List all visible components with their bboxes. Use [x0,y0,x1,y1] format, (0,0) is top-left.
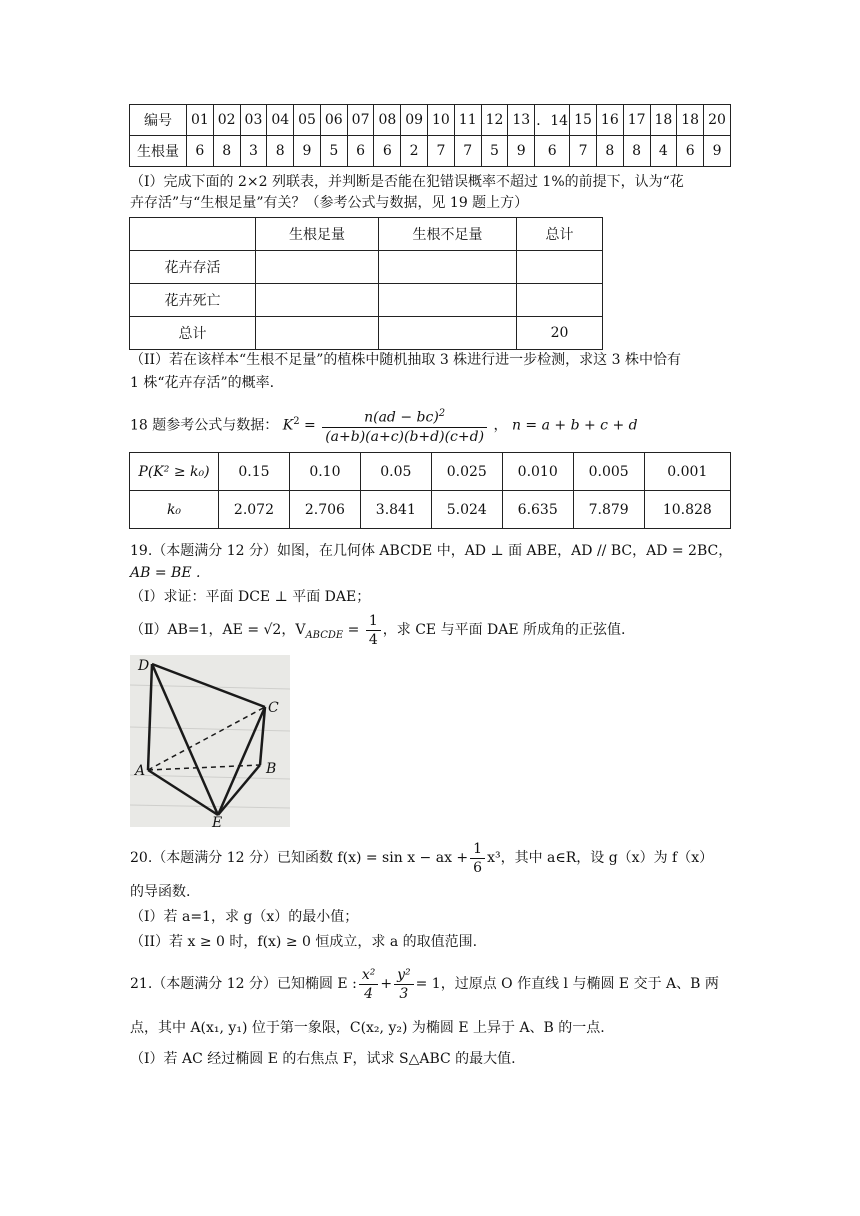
table-cell: 6 [677,136,704,167]
row-header: 花卉存活 [130,251,256,284]
table-cell: 15 [570,105,597,136]
table-cell: 7 [570,136,597,167]
table-cell: 08 [374,105,401,136]
table-cell: 11 [454,105,481,136]
q17-part2-line1: （II）若在该样本“生根不足量”的植株中随机抽取 3 株进行进一步检测，求这 3 株中恰有 [130,352,681,368]
table-cell [517,251,603,284]
table-cell: 0.15 [219,453,290,491]
table-cell: 13 [508,105,535,136]
table-row [130,251,603,284]
table-row [130,218,603,251]
table-cell: 8 [213,136,240,167]
table-cell: 6 [187,136,214,167]
vertex-label-b: B [266,761,277,777]
row-header: 生根量 [130,136,187,167]
vertex-label-a: A [135,763,146,779]
q20-line2: 的导函数. [130,884,191,900]
table-cell: 3.841 [360,491,431,529]
table-cell: 5 [481,136,508,167]
table-row [130,453,731,491]
table-cell: 0.005 [573,453,644,491]
table-cell: 04 [267,105,294,136]
table-cell: 6.635 [502,491,573,529]
q20-part2: （II）若 x ≥ 0 时，f(x) ≥ 0 恒成立，求 a 的取值范围. [130,934,478,950]
table-cell [517,284,603,317]
table-cell [379,251,517,284]
table-cell: 06 [320,105,347,136]
table-cell: 7.879 [573,491,644,529]
formula-denominator: (a+b)(a+c)(b+d)(c+d) [325,428,485,445]
table-cell: 4 [650,136,677,167]
table-cell: 0.001 [644,453,730,491]
table-cell: 10.828 [644,491,730,529]
q19-part2: （Ⅱ）AB=1，AE = √2，$V_{ABCDE}$ = $\frac{1}{4}$ ，求 CE 与平面 DAE 所成角的正弦值. [130,612,626,648]
table-cell: 16 [596,105,623,136]
critical-value-table [129,452,731,529]
contingency-table [129,217,603,350]
table-cell: 2.072 [219,491,290,529]
table-cell: 05 [294,105,321,136]
table-cell: 8 [267,136,294,167]
table-row [130,491,731,529]
q20-part1: （I）若 a=1，求 g（x）的最小值； [130,909,359,925]
table-cell: 18 [650,105,677,136]
row-header: k₀ [130,491,219,529]
table-cell: 6 [535,136,570,167]
table-cell: 10 [428,105,455,136]
q20-line1: 20.（本题满分 12 分）已知函数 f(x) = sin x − ax + $\frac{1}{6}$ x³，其中 a∈R，设 g（x）为 f（x） [130,840,714,876]
table-cell [256,284,379,317]
table-row [130,317,603,350]
q21-part1: （I）若 AC 经过椭圆 E 的右焦点 F，试求 S△ABC 的最大值. [130,1051,516,1067]
table-row [130,105,731,136]
formula-n: n = a + b + c + d [511,417,638,434]
table-cell: 12 [481,105,508,136]
table-cell: 0.010 [502,453,573,491]
table-cell: 9 [508,136,535,167]
table-row [130,136,731,167]
formula-k2: K [282,417,294,434]
formula-label: 18 题参考公式与数据： [130,417,279,434]
solid-abcde-diagram [130,655,290,827]
q21-line1: 21.（本题满分 12 分）已知椭圆 E : $\frac{\text{x²}}{4}$ + $\frac{\text{y²}}{3}$ = 1，过原点 O 作直线 l 与椭圆 E 交于 A、B 两 [130,966,719,1002]
table-cell: 20 [517,317,603,350]
formula-fraction: $\frac{n(ad - bc)^2}{(a+b)(a+c)(b+d)(c+d)}$ [322,405,487,446]
table-cell [379,284,517,317]
q21-line2: 点，其中 A(x₁, y₁) 位于第一象限，C(x₂, y₂) 为椭圆 E 上异于 A、B 的一点. [130,1020,605,1036]
formula-numerator: n(ad − bc) [364,409,439,426]
table-cell: 9 [704,136,731,167]
table-cell [130,218,256,251]
table-cell: 03 [240,105,267,136]
table-cell: 5.024 [431,491,502,529]
table-cell: 3 [240,136,267,167]
q17-part1-line1: （Ⅰ）完成下面的 2×2 列联表，并判断是否能在犯错误概率不超过 1%的前提下，认为“花 [130,174,684,190]
vertex-label-d: D [138,658,150,674]
row-header: P(K² ≥ k₀) [130,453,219,491]
table-cell: 2.706 [289,491,360,529]
q17-part2-line2: 1 株“花卉存活”的概率. [130,375,275,391]
table-cell: 07 [347,105,374,136]
vertex-label-e: E [212,815,223,827]
table-header: 生根足量 [256,218,379,251]
formula-line: 18 题参考公式与数据： $K^2$ = $\frac{n(ad - bc)^2}{(a+b)(a+c)(b+d)(c+d)}$ ， n = a + b + c + d [130,400,638,444]
table-cell: 8 [596,136,623,167]
table-cell: 01 [187,105,214,136]
table-cell: 5 [320,136,347,167]
row-header: 总计 [130,317,256,350]
table-cell: 7 [428,136,455,167]
q19-line1: 19.（本题满分 12 分）如图，在几何体 ABCDE 中，AD ⊥ 面 ABE，AD // BC，AD = 2BC， [130,543,733,559]
table-cell [256,251,379,284]
row-header: 编号 [130,105,187,136]
table-cell: 02 [213,105,240,136]
q19-part1: （I）求证：平面 DCE ⊥ 平面 DAE； [130,589,371,605]
geometry-figure [130,655,290,827]
table-cell: 2 [401,136,428,167]
table-cell: 6 [347,136,374,167]
table-cell: 7 [454,136,481,167]
table-cell: 6 [374,136,401,167]
table-cell: ．14 [535,105,570,136]
table-header: 生根不足量 [379,218,517,251]
table-cell: 18 [677,105,704,136]
table-cell: 09 [401,105,428,136]
table-cell [379,317,517,350]
table-cell: 8 [623,136,650,167]
table-header: 总计 [517,218,603,251]
table-cell: 0.10 [289,453,360,491]
q17-part1-line2: 卉存活”与“生根足量”有关？（参考公式与数据，见 19 题上方） [130,195,529,211]
table-cell [256,317,379,350]
table-cell: 17 [623,105,650,136]
q19-line2: AB = BE . [130,565,201,581]
seedling-table [129,104,731,167]
row-header: 花卉死亡 [130,284,256,317]
table-row [130,284,603,317]
table-cell: 0.025 [431,453,502,491]
table-cell: 0.05 [360,453,431,491]
table-cell: 20 [704,105,731,136]
vertex-label-c: C [268,700,279,716]
table-cell: 9 [294,136,321,167]
